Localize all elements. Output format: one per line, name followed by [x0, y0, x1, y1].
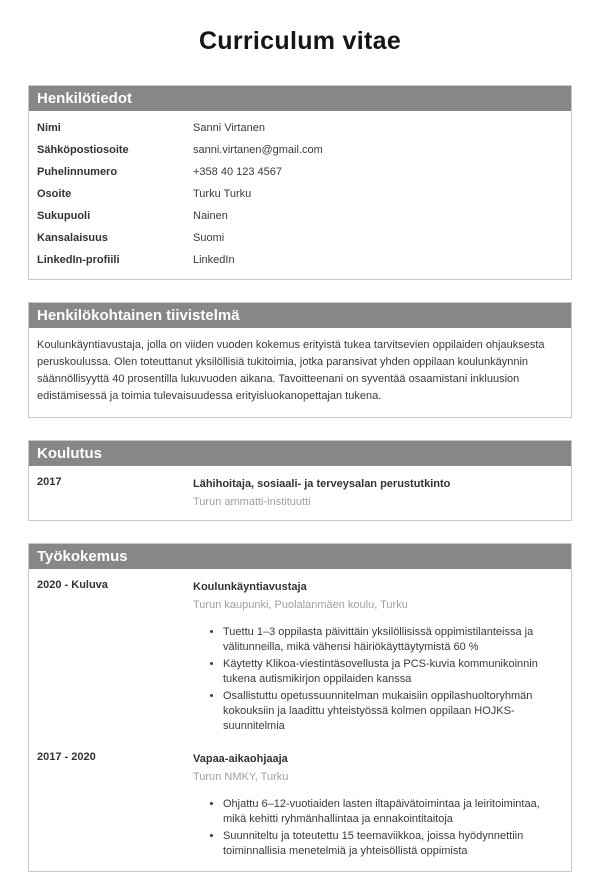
- section-experience-header: Työkokemus: [29, 544, 571, 569]
- bullet-item: • Osallistuttu opetussuunnitelman mukaisiin oppilashuoltoryhmän kokouksiin ja laadittu yhteistyössä kolmen oppilaan HOJKS-suunnitelmia: [223, 689, 563, 734]
- field-value: +358 40 123 4567: [193, 166, 283, 178]
- field-label: Sähköpostiosoite: [37, 144, 129, 156]
- field-value-linkedin: LinkedIn: [193, 254, 235, 266]
- field-row-linkedin: [37, 249, 563, 271]
- field-label: Kansalaisuus: [37, 232, 108, 244]
- section-summary-body: [29, 328, 571, 417]
- field-value: Sanni Virtanen: [193, 122, 265, 134]
- field-row-phone: [37, 161, 563, 183]
- entry-period: 2017 - 2020: [37, 751, 96, 763]
- field-value: Turku Turku: [193, 188, 252, 200]
- summary-text: Koulunkäyntiavustaja, jolla on viiden vuoden kokemus erityistä tukea tarvitsevien oppilaiden ohjauksesta peruskoulussa. Olen toteuttanut yksilöllisiä tukitoimia, jotka paransivat yhden oppilaan koulunkäynnin säännöllisyyttä 40 prosentilla lukuvuoden aikana. Tavoitteenani on syventää osaamistani inkluusion edistämisessä ja toimia tulevaisuudessa erityisluokanopettajan tukena.: [37, 339, 545, 402]
- entry-main: [193, 476, 563, 510]
- field-label: Puhelinnumero: [37, 166, 118, 178]
- section-personal-body: [29, 111, 571, 279]
- entry-institution: Turun ammatti-instituutti: [193, 496, 311, 508]
- entry-bullet-list: [193, 625, 563, 734]
- field-row-name: [37, 117, 563, 139]
- bullet-item: • Suunniteltu ja toteutettu 15 teemaviikkoa, joissa hyödynnettiin toiminnallisia menetelmiä ja yhteisöllistä oppimista: [223, 829, 563, 859]
- field-value: Nainen: [193, 210, 228, 222]
- field-label: Osoite: [37, 188, 72, 200]
- education-entry: [37, 472, 563, 512]
- experience-entry-1: [37, 575, 563, 738]
- entry-period: 2020 - Kuluva: [37, 579, 108, 591]
- section-education-header: Koulutus: [29, 441, 571, 466]
- section-experience-body: [29, 569, 571, 871]
- section-experience: [28, 543, 572, 872]
- field-row-gender: [37, 205, 563, 227]
- field-value: Suomi: [193, 232, 225, 244]
- entry-period: 2017: [37, 476, 62, 488]
- experience-entry-2: [37, 747, 563, 863]
- field-label: Sukupuoli: [37, 210, 91, 222]
- field-value: sanni.virtanen@gmail.com: [193, 144, 323, 156]
- field-label: LinkedIn-profiili: [37, 254, 120, 266]
- entry-bullet-list: [193, 797, 563, 859]
- field-row-nationality: [37, 227, 563, 249]
- section-personal-header: Henkilötiedot: [29, 86, 571, 111]
- section-education: [28, 440, 572, 521]
- page-title: Curriculum vitae: [198, 27, 402, 55]
- entry-main: [193, 579, 563, 736]
- section-education-body: [29, 466, 571, 520]
- bullet-item: • Tuettu 1–3 oppilasta päivittäin yksilöllisissä oppimistilanteissa ja välitunneilla, mikä vähensi häiriökäyttäytymistä 60 %: [223, 625, 563, 655]
- entry-organization: Turun NMKY, Turku: [193, 771, 289, 783]
- entry-degree: Lähihoitaja, sosiaali- ja terveysalan perustutkinto: [193, 478, 451, 490]
- entry-role: Vapaa-aikaohjaaja: [193, 753, 288, 765]
- entry-role: Koulunkäyntiavustaja: [193, 581, 307, 593]
- entry-organization: Turun kaupunki, Puolalanmäen koulu, Turku: [193, 599, 408, 611]
- section-summary: [28, 302, 572, 418]
- section-personal: [28, 85, 572, 280]
- bullet-item: • Ohjattu 6–12-vuotiaiden lasten iltapäivätoimintaa ja leiritoimintaa, mikä kehitti ryhmänhallintaa ja ennakointitaitoja: [223, 797, 563, 827]
- field-row-email: [37, 139, 563, 161]
- field-label: Nimi: [37, 122, 61, 134]
- section-summary-header: Henkilökohtainen tiivistelmä: [29, 303, 571, 328]
- bullet-item: • Käytetty Klikoa-viestintäsovellusta ja PCS-kuvia kommunikoinnin tukena autismikirjon oppilaiden kanssa: [223, 657, 563, 687]
- field-row-address: [37, 183, 563, 205]
- entry-main: [193, 751, 563, 861]
